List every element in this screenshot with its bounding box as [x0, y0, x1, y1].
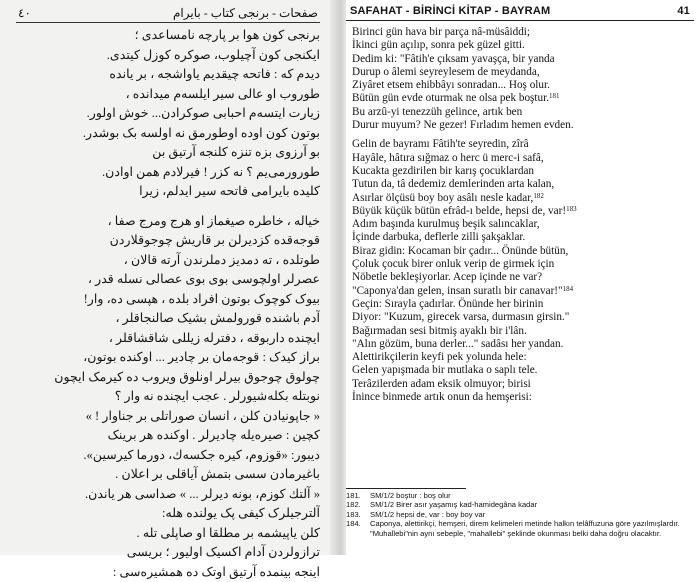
poem-line — [352, 218, 692, 231]
poem-line: آدم باشنده قورولمش بشیک صالنجاقلر ، — [14, 309, 320, 329]
poem-line: چولوق چوجوق بیرلر اونلوق ویروب ده کیرمک ایچون — [14, 368, 320, 388]
poem-line — [352, 66, 692, 79]
poem-line: برنجی کون هوا بر پارچه نامساعدی ؛ — [14, 26, 320, 46]
footnote-number: 184. — [346, 519, 370, 538]
right-page — [346, 0, 700, 555]
poem-line: قوجه‌قده کزدیرلن بر قاریش چوجوقلاردن — [14, 231, 320, 251]
left-page — [0, 0, 338, 555]
right-poem-text — [352, 26, 692, 404]
poem-line: دیبور: «قوزوم، کیره جکسه‌ك، دورما کیرسین». — [14, 446, 320, 466]
poem-line — [352, 245, 692, 258]
right-header-title: SAFAHAT - BİRİNCİ KİTAP - BAYRAM — [350, 5, 550, 17]
footnote-mark[interactable]: 183 — [566, 205, 577, 213]
footnote — [346, 500, 696, 509]
footnote-text: SM/1/2 boştur : boş olur — [370, 491, 696, 500]
poem-line — [352, 231, 692, 244]
poem-line: بوتون کون اوده اوطورمق نه اولسه بک بوشدر. — [14, 124, 320, 144]
left-poem-text — [14, 26, 320, 582]
poem-line — [352, 53, 692, 66]
right-page-number: 41 — [677, 5, 690, 17]
footnote-text: SM/1/2 Birer asır yaşamış kad-hamidegâna kadar — [370, 500, 696, 509]
poem-line — [352, 165, 692, 178]
poem-line: خیاله ، خاطره صیغماز او هرج ومرج صفا ، — [14, 212, 320, 232]
poem-line-text: "Caponya'dan gelen, insan suratlı bir canavar!" — [352, 285, 563, 297]
footnote-text: Caponya, alettirikçi, hemşeri, direm kelimeleri metinde halkın telâffuzuna göre yazılmışlardır. "Muhallebi"nin aynı sebeple, "mahallebi" şeklinde okunması belki daha doğru olacaktır. — [370, 519, 696, 538]
poem-line: کلیده بایرامی فاتحه سیر ایدلم، زیرا — [14, 182, 320, 202]
poem-line-text: Durur muyum? Ne gezer! Fırladım hemen evden. — [352, 119, 574, 131]
poem-line — [352, 138, 692, 151]
poem-line — [352, 39, 692, 52]
footnote-mark[interactable]: 184 — [563, 285, 574, 293]
poem-line — [352, 311, 692, 324]
footnote-number: 183. — [346, 510, 370, 519]
footnote-mark[interactable]: 181 — [549, 92, 560, 100]
poem-line: ترازولردن آدام اکسیک اولیور ؛ بریسی — [14, 543, 320, 563]
poem-line: عصرلر اولچوسی بوی بوی عصالی نسله قدر ، — [14, 270, 320, 290]
footnote-text: SM/1/2 hepsi de, var : boy boy var — [370, 510, 696, 519]
left-page-header — [18, 6, 318, 22]
footnote — [346, 519, 696, 538]
poem-line-text: Bağırmadan sesi bitmiş ayaklı bir i'lân. — [352, 325, 527, 337]
poem-line-text: Alettirikçilerin keyfi pek yolunda hele: — [352, 351, 527, 363]
poem-line: آلترجیلرک کیفی پک یولنده هله: — [14, 504, 320, 524]
poem-line-text: Hayâle, hâtıra sığmaz o herc ü merc-i safâ, — [352, 152, 544, 164]
poem-line-text: Nöbetle bekleşiyorlar. Acep içinde ne var? — [352, 271, 542, 283]
poem-line-text: Diyor: "Kuzum, girecek varsa, durmasın girsin." — [352, 311, 569, 323]
poem-line-text: Çoluk çocuk birer onluk verip de girmek için — [352, 258, 554, 270]
poem-line — [352, 205, 692, 218]
poem-line: ایکنجی کون آچیلوب، صوکره کوزل کیتدی. — [14, 46, 320, 66]
poem-line-text: "Alın gözüm, buna derler..." sadâsı her yandan. — [352, 338, 563, 350]
poem-line-text: Gelin de bayramı Fâtih'te seyredin, zîrâ — [352, 138, 529, 150]
footnote-number: 181. — [346, 491, 370, 500]
poem-line-text: Büyük küçük bütün efrâd-ı belde, hepsi de, var! — [352, 205, 566, 217]
footnote — [346, 491, 696, 500]
poem-line-text: Bu arzû-yi tenezzüh gelince, artık ben — [352, 106, 522, 118]
poem-line — [352, 351, 692, 364]
poem-line — [352, 391, 692, 404]
poem-line: بیوک کوچوک بوتون افراد بلده ، هپسی ده، وار! — [14, 290, 320, 310]
poem-line-text: Gelen yapışmada bir mutlaka o saplı tele. — [352, 364, 537, 376]
poem-line: باغیرمادن سسی بتمش آیاقلی بر اعلان . — [14, 465, 320, 485]
footnote-number: 182. — [346, 500, 370, 509]
poem-line: براز کیدک : قوجه‌مان بر چادیر ... اوکنده بوتون، — [14, 348, 320, 368]
poem-line: بو آرزوی بزه تنزه کلنجه آرتیق بن — [14, 143, 320, 163]
poem-line — [352, 119, 692, 132]
poem-line — [352, 192, 692, 205]
left-header-title: صفحات - برنجی کتاب - بایرام — [173, 6, 318, 20]
poem-line: کلن یاپیشمه بر مطلقا او صاپلی تله . — [14, 524, 320, 544]
stanza-2 — [352, 138, 692, 404]
poem-line-text: İçinde darbuka, deflerle zilli şakşaklar. — [352, 231, 525, 243]
left-page-number: ٤٠ — [18, 6, 31, 21]
poem-line-text: Ziyâret etsem ehibbâyı sonradan... Hoş olur. — [352, 79, 550, 91]
poem-line: « آلتك کوزم، بونه دیرلر ... » صداسی هر یاندن. — [14, 485, 320, 505]
poem-line — [352, 338, 692, 351]
poem-line — [352, 106, 692, 119]
stanza-1 — [352, 26, 692, 132]
poem-line: ایچنده داربوقه ، دفترله زیللی شاقشاقلر ، — [14, 329, 320, 349]
poem-line-text: Biraz gidin: Kocaman bir çadır... Önünde bütün, — [352, 245, 568, 257]
poem-line — [352, 271, 692, 284]
poem-line-text: Kucakta gezdirilen bir karış çocuklardan — [352, 165, 534, 177]
poem-line: نوبتله بکله‌شیورلر . عجب ایچنده نه وار ؟ — [14, 387, 320, 407]
poem-line-text: Tutun da, tâ dedemiz demlerinden arta kalan, — [352, 178, 554, 190]
footnote — [346, 510, 696, 519]
poem-line-text: Durup o âlemi seyreylesem de meydanda, — [352, 66, 540, 78]
poem-line-text: İkinci gün açılıp, sonra pek güzel gitti. — [352, 39, 525, 51]
poem-line — [352, 364, 692, 377]
right-header-rule — [346, 20, 694, 21]
footnote-mark[interactable]: 182 — [533, 192, 544, 200]
poem-line — [352, 285, 692, 298]
poem-line — [352, 325, 692, 338]
poem-line: اینجه بینمده آرتیق اوتک ده همشیره‌سی : — [14, 563, 320, 582]
poem-line — [352, 298, 692, 311]
poem-line — [352, 178, 692, 191]
poem-line — [352, 79, 692, 92]
poem-line: طورورمی‌یم ؟ نه کزر ! فیرلادم همن اوادن. — [14, 163, 320, 183]
poem-line-text: Bütün gün evde oturmak ne olsa pek boştur. — [352, 92, 549, 104]
poem-line: دیدم که : فاتحه چیقدیم یاواشجه ، بر یانده — [14, 65, 320, 85]
poem-line-text: Birinci gün hava bir parça nâ-müsâiddi; — [352, 26, 530, 38]
poem-line: « جاپونیادن کلن ، انسان صوراتلی بر جناوار ! » — [14, 407, 320, 427]
poem-line — [352, 26, 692, 39]
poem-line — [352, 92, 692, 105]
poem-line-text: İnince binmede artık onun da hemşerisi: — [352, 391, 532, 403]
poem-line — [352, 378, 692, 391]
poem-line-text: Dedim ki: "Fâtih'e çıksam yavaşça, bir yanda — [352, 53, 555, 65]
poem-line-text: Terâzilerden adam eksik olmuyor; birisi — [352, 378, 531, 390]
footnotes — [346, 491, 696, 538]
footnote-rule — [346, 488, 466, 489]
poem-line: کچین : صیره‌یله چادیرلر . اوکنده هر برینک — [14, 426, 320, 446]
stanza-gap — [14, 202, 320, 212]
poem-line: زیارت ایتسه‌م احبابی صوکرادن... خوش اولور. — [14, 104, 320, 124]
left-header-rule — [16, 22, 320, 23]
right-page-header — [350, 5, 690, 19]
poem-line-text: Geçin: Sırayla çadırlar. Önünde her birinin — [352, 298, 543, 310]
poem-line: طوروب او عالی سیر ایلسه‌م میدانده ، — [14, 85, 320, 105]
poem-line: طوتلده ، ته دمدیز دملرندن آرته قالان ، — [14, 251, 320, 271]
poem-line — [352, 152, 692, 165]
poem-line — [352, 258, 692, 271]
poem-line-text: Adım başında kurulmuş beşik salıncaklar, — [352, 218, 540, 230]
poem-line-text: Asırlar ölçüsü boy boy asâlı nesle kadar, — [352, 192, 533, 204]
